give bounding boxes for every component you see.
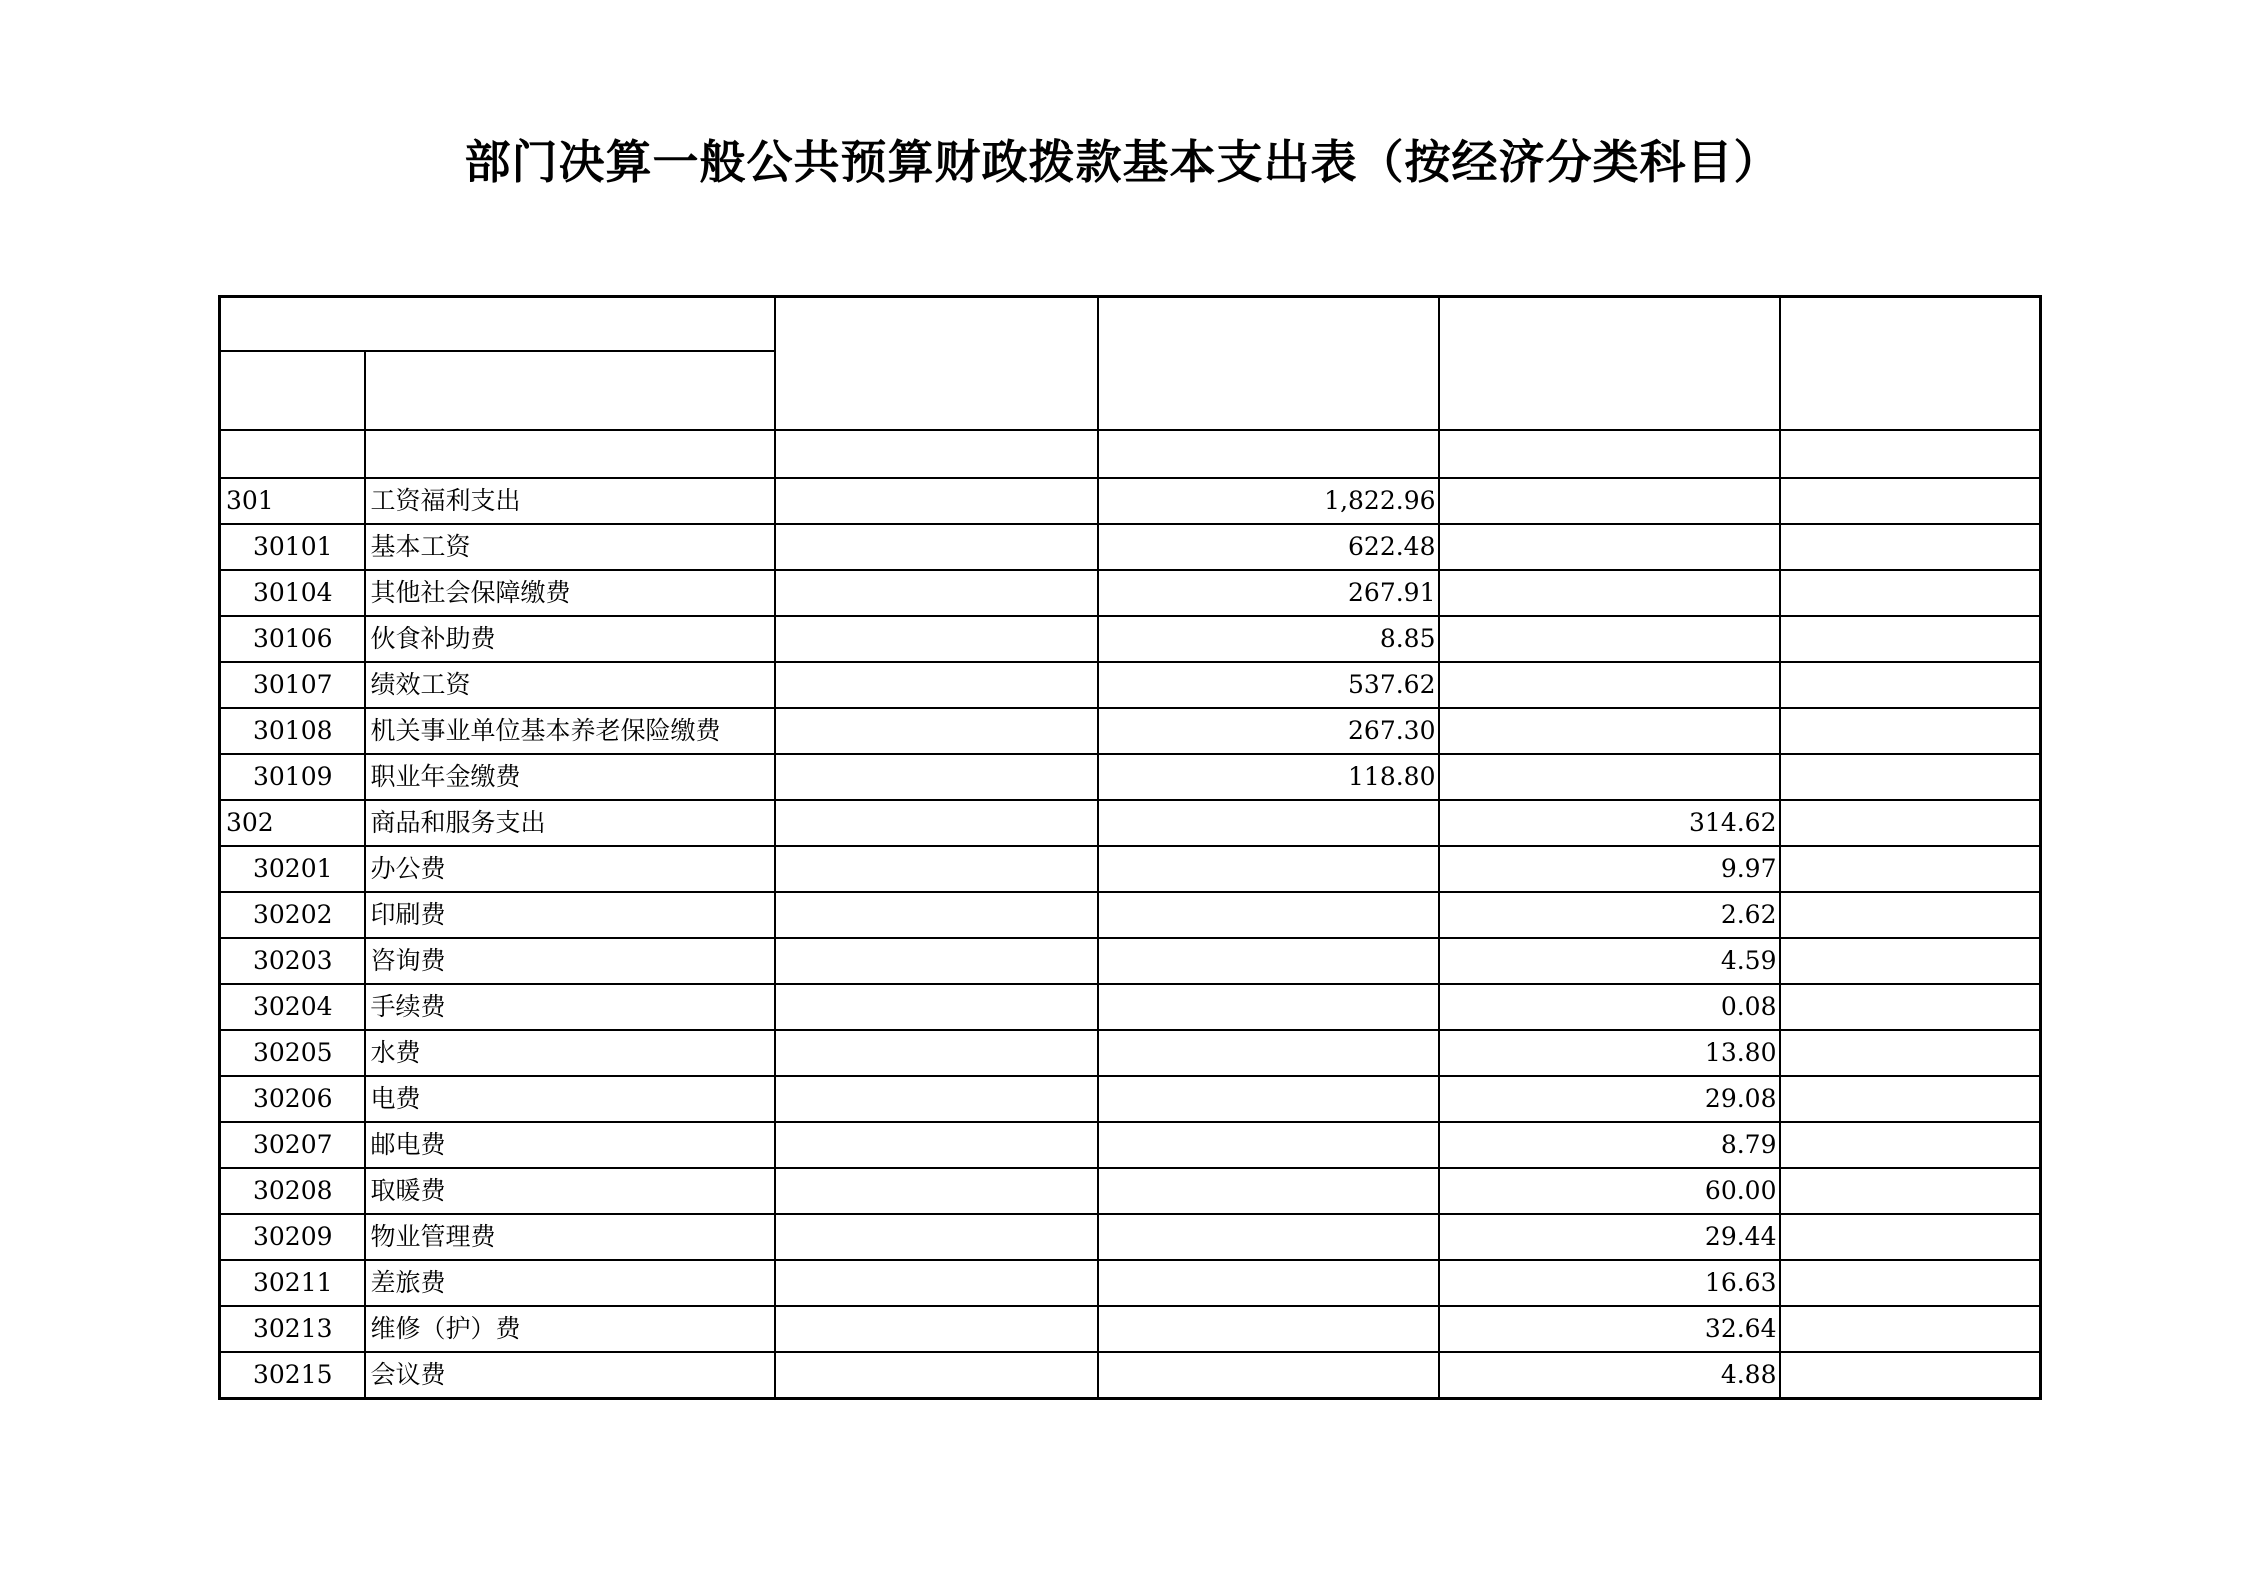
- table-row: [220, 892, 2041, 938]
- table-row: [220, 616, 2041, 662]
- table-row: [220, 938, 2041, 984]
- row-code: 30104: [220, 570, 365, 616]
- row-name: 印刷费: [365, 892, 775, 938]
- row-col6: [1780, 616, 2041, 662]
- expenditure-table: [218, 295, 2042, 1400]
- row-col5: [1439, 708, 1780, 754]
- row-col3: [775, 984, 1098, 1030]
- row-col3: [775, 1076, 1098, 1122]
- row-col6: [1780, 1168, 2041, 1214]
- row-col6: [1780, 478, 2041, 524]
- row-code: 30106: [220, 616, 365, 662]
- row-col6: [1780, 754, 2041, 800]
- row-code: 30211: [220, 1260, 365, 1306]
- table-row: [220, 662, 2041, 708]
- row-code: 30207: [220, 1122, 365, 1168]
- row-name: 手续费: [365, 984, 775, 1030]
- row-name: 机关事业单位基本养老保险缴费: [365, 708, 775, 754]
- row-col6: [1780, 1306, 2041, 1352]
- row-col4: 118.80: [1098, 754, 1439, 800]
- row-col5: 60.00: [1439, 1168, 1780, 1214]
- row-col5: 2.62: [1439, 892, 1780, 938]
- row-col6: [1780, 1214, 2041, 1260]
- header-cell-col4: [1098, 297, 1439, 430]
- row-code: 30204: [220, 984, 365, 1030]
- row-code: 30203: [220, 938, 365, 984]
- row-col4: [1098, 984, 1439, 1030]
- blank-row: [220, 430, 2041, 478]
- row-col6: [1780, 708, 2041, 754]
- blank-cell: [1439, 430, 1780, 478]
- row-code: 30108: [220, 708, 365, 754]
- row-name: 其他社会保障缴费: [365, 570, 775, 616]
- row-col4: [1098, 1260, 1439, 1306]
- table-row: [220, 708, 2041, 754]
- row-col4: 622.48: [1098, 524, 1439, 570]
- row-col5: 29.44: [1439, 1214, 1780, 1260]
- row-code: 30201: [220, 846, 365, 892]
- row-col6: [1780, 984, 2041, 1030]
- row-col4: [1098, 1352, 1439, 1399]
- row-col3: [775, 616, 1098, 662]
- row-col6: [1780, 570, 2041, 616]
- row-col3: [775, 754, 1098, 800]
- row-col3: [775, 892, 1098, 938]
- row-name: 差旅费: [365, 1260, 775, 1306]
- row-code: 30107: [220, 662, 365, 708]
- row-col3: [775, 1214, 1098, 1260]
- table-row: [220, 570, 2041, 616]
- row-col4: [1098, 1168, 1439, 1214]
- blank-cell: [220, 430, 365, 478]
- header-row-top: [220, 297, 2041, 351]
- row-name: 商品和服务支出: [365, 800, 775, 846]
- row-code: 30206: [220, 1076, 365, 1122]
- row-col3: [775, 708, 1098, 754]
- row-col4: [1098, 846, 1439, 892]
- row-col5: 13.80: [1439, 1030, 1780, 1076]
- row-col3: [775, 570, 1098, 616]
- header-cell-col5: [1439, 297, 1780, 430]
- table-row: [220, 1260, 2041, 1306]
- blank-cell: [775, 430, 1098, 478]
- row-col5: [1439, 570, 1780, 616]
- table-row: [220, 1076, 2041, 1122]
- row-col5: 4.59: [1439, 938, 1780, 984]
- row-name: 工资福利支出: [365, 478, 775, 524]
- header-cell-code: [220, 351, 365, 430]
- row-col6: [1780, 662, 2041, 708]
- row-name: 绩效工资: [365, 662, 775, 708]
- row-col4: 537.62: [1098, 662, 1439, 708]
- row-name: 维修（护）费: [365, 1306, 775, 1352]
- row-col3: [775, 800, 1098, 846]
- row-name: 咨询费: [365, 938, 775, 984]
- row-name: 物业管理费: [365, 1214, 775, 1260]
- row-col6: [1780, 846, 2041, 892]
- table-row: [220, 1168, 2041, 1214]
- table-row: [220, 1306, 2041, 1352]
- row-col6: [1780, 938, 2041, 984]
- table-row: [220, 1122, 2041, 1168]
- row-code: 302: [220, 800, 365, 846]
- row-col3: [775, 1260, 1098, 1306]
- row-name: 基本工资: [365, 524, 775, 570]
- row-code: 30215: [220, 1352, 365, 1399]
- row-name: 会议费: [365, 1352, 775, 1399]
- row-col5: 32.64: [1439, 1306, 1780, 1352]
- header-cell-name: [365, 351, 775, 430]
- row-name: 电费: [365, 1076, 775, 1122]
- row-col5: [1439, 662, 1780, 708]
- row-col3: [775, 1168, 1098, 1214]
- row-name: 邮电费: [365, 1122, 775, 1168]
- row-col4: 267.91: [1098, 570, 1439, 616]
- row-col4: [1098, 892, 1439, 938]
- row-code: 301: [220, 478, 365, 524]
- row-col4: [1098, 1076, 1439, 1122]
- row-name: 取暖费: [365, 1168, 775, 1214]
- row-col6: [1780, 1030, 2041, 1076]
- row-col5: [1439, 754, 1780, 800]
- row-code: 30202: [220, 892, 365, 938]
- table-row: [220, 800, 2041, 846]
- row-col5: 314.62: [1439, 800, 1780, 846]
- row-col4: [1098, 800, 1439, 846]
- header-cell-col6: [1780, 297, 2041, 430]
- row-col6: [1780, 1260, 2041, 1306]
- row-col6: [1780, 800, 2041, 846]
- row-col3: [775, 662, 1098, 708]
- row-col5: [1439, 616, 1780, 662]
- row-col5: 0.08: [1439, 984, 1780, 1030]
- row-col6: [1780, 1352, 2041, 1399]
- table-row: [220, 754, 2041, 800]
- blank-cell: [1098, 430, 1439, 478]
- row-col3: [775, 478, 1098, 524]
- row-code: 30209: [220, 1214, 365, 1260]
- row-col6: [1780, 1122, 2041, 1168]
- row-col3: [775, 938, 1098, 984]
- row-col4: [1098, 1214, 1439, 1260]
- row-col3: [775, 1306, 1098, 1352]
- row-name: 办公费: [365, 846, 775, 892]
- row-col6: [1780, 892, 2041, 938]
- row-col3: [775, 1030, 1098, 1076]
- row-col5: 4.88: [1439, 1352, 1780, 1399]
- table-row: [220, 524, 2041, 570]
- row-code: 30205: [220, 1030, 365, 1076]
- row-col4: [1098, 1306, 1439, 1352]
- table-row: [220, 846, 2041, 892]
- row-col4: [1098, 1122, 1439, 1168]
- row-col6: [1780, 524, 2041, 570]
- row-col4: [1098, 938, 1439, 984]
- row-col5: [1439, 478, 1780, 524]
- row-col5: [1439, 524, 1780, 570]
- row-col3: [775, 846, 1098, 892]
- row-col4: 1,822.96: [1098, 478, 1439, 524]
- table-row: [220, 984, 2041, 1030]
- table-row: [220, 1030, 2041, 1076]
- row-col4: 8.85: [1098, 616, 1439, 662]
- row-name: 伙食补助费: [365, 616, 775, 662]
- blank-cell: [365, 430, 775, 478]
- header-cell-category: [220, 297, 775, 351]
- row-code: 30101: [220, 524, 365, 570]
- row-name: 职业年金缴费: [365, 754, 775, 800]
- row-col3: [775, 1122, 1098, 1168]
- table-row: [220, 1214, 2041, 1260]
- row-col5: 16.63: [1439, 1260, 1780, 1306]
- row-col4: [1098, 1030, 1439, 1076]
- row-code: 30213: [220, 1306, 365, 1352]
- row-code: 30109: [220, 754, 365, 800]
- row-col5: 8.79: [1439, 1122, 1780, 1168]
- row-col5: 29.08: [1439, 1076, 1780, 1122]
- row-col6: [1780, 1076, 2041, 1122]
- table-row: [220, 478, 2041, 524]
- blank-cell: [1780, 430, 2041, 478]
- row-col4: 267.30: [1098, 708, 1439, 754]
- header-cell-col3: [775, 297, 1098, 430]
- row-col5: 9.97: [1439, 846, 1780, 892]
- table-body: [220, 297, 2041, 1399]
- page-title: 部门决算一般公共预算财政拨款基本支出表（按经济分类科目）: [464, 135, 1781, 189]
- row-col3: [775, 1352, 1098, 1399]
- row-col3: [775, 524, 1098, 570]
- row-name: 水费: [365, 1030, 775, 1076]
- table-row: [220, 1352, 2041, 1399]
- row-code: 30208: [220, 1168, 365, 1214]
